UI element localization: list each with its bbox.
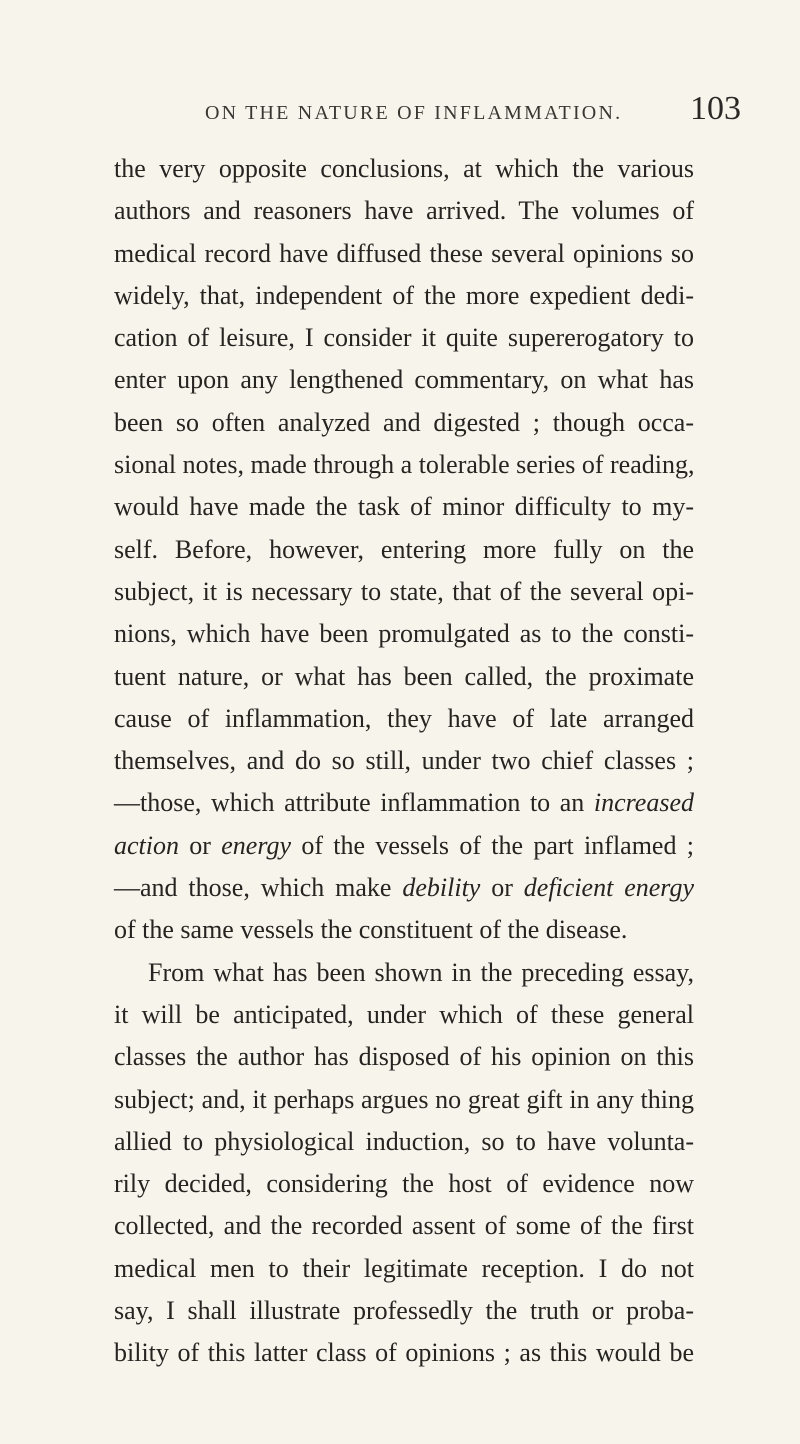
text-line: cause of inflammation, they have of late arranged xyxy=(114,703,694,733)
text-line: the very opposite conclusions, at which the various xyxy=(114,154,694,183)
text-line: enter upon any lengthened commentary, on what has xyxy=(114,365,694,395)
italic-phrase: energy xyxy=(221,830,292,860)
text-line: medical record have diffused these several opinions so xyxy=(114,238,694,268)
text-line: nions, which have been promulgated as to the consti- xyxy=(114,619,694,649)
text-line xyxy=(114,825,694,867)
text-line: been so often analyzed and digested ; though occa- xyxy=(114,407,694,437)
text-run: —those, which attribute inflammation to an xyxy=(114,788,594,818)
text-line: it will be anticipated, under which of these general xyxy=(114,999,694,1029)
running-title: ON THE NATURE OF INFLAMMATION. xyxy=(205,102,623,124)
text-line: themselves, and do so still, under two chief classes ; xyxy=(114,746,694,776)
text-run: or xyxy=(480,873,524,903)
italic-phrase: deficient energy xyxy=(523,873,694,903)
body-text xyxy=(114,148,694,1375)
running-header xyxy=(0,88,800,128)
italic-phrase: increased xyxy=(593,788,694,818)
text-line: widely, that, independent of the more expedient dedi- xyxy=(114,280,694,310)
page-number: 103 xyxy=(690,90,741,127)
text-line: allied to physiological induction, so to have volunta- xyxy=(114,1126,694,1156)
text-line: rily decided, considering the host of evidence now xyxy=(114,1169,694,1199)
text-line: of the same vessels the constituent of the disease. xyxy=(114,915,628,945)
text-line: medical men to their legitimate reception. I do not xyxy=(114,1253,694,1283)
text-line: subject, it is necessary to state, that of the several opi- xyxy=(114,576,694,606)
text-line xyxy=(114,782,694,824)
text-line: tuent nature, or what has been called, the proximate xyxy=(114,661,694,691)
text-run: of the vessels of the part inflamed ; xyxy=(291,830,694,860)
text-line: From what has been shown in the preceding essay, xyxy=(148,957,694,987)
text-line: say, I shall illustrate professedly the truth or proba- xyxy=(114,1296,694,1326)
text-line: self. Before, however, entering more fully on the xyxy=(114,534,694,564)
italic-phrase: debility xyxy=(402,873,481,903)
text-line: would have made the task of minor difficulty to my- xyxy=(114,492,694,522)
text-line: subject; and, it perhaps argues no great gift in any thing xyxy=(114,1084,694,1114)
text-line: authors and reasoners have arrived. The volumes of xyxy=(114,196,694,226)
text-line: collected, and the recorded assent of some of the first xyxy=(114,1211,694,1241)
text-line xyxy=(114,867,694,909)
text-run: —and those, which make xyxy=(114,873,403,903)
text-line: cation of leisure, I consider it quite supererogatory to xyxy=(114,323,694,353)
text-line: sional notes, made through a tolerable series of reading, xyxy=(114,450,695,480)
text-line: bility of this latter class of opinions ; as this would be xyxy=(114,1338,694,1368)
text-line: classes the author has disposed of his opinion on this xyxy=(114,1042,694,1072)
italic-phrase: action xyxy=(114,830,179,860)
text-run: or xyxy=(179,830,222,860)
